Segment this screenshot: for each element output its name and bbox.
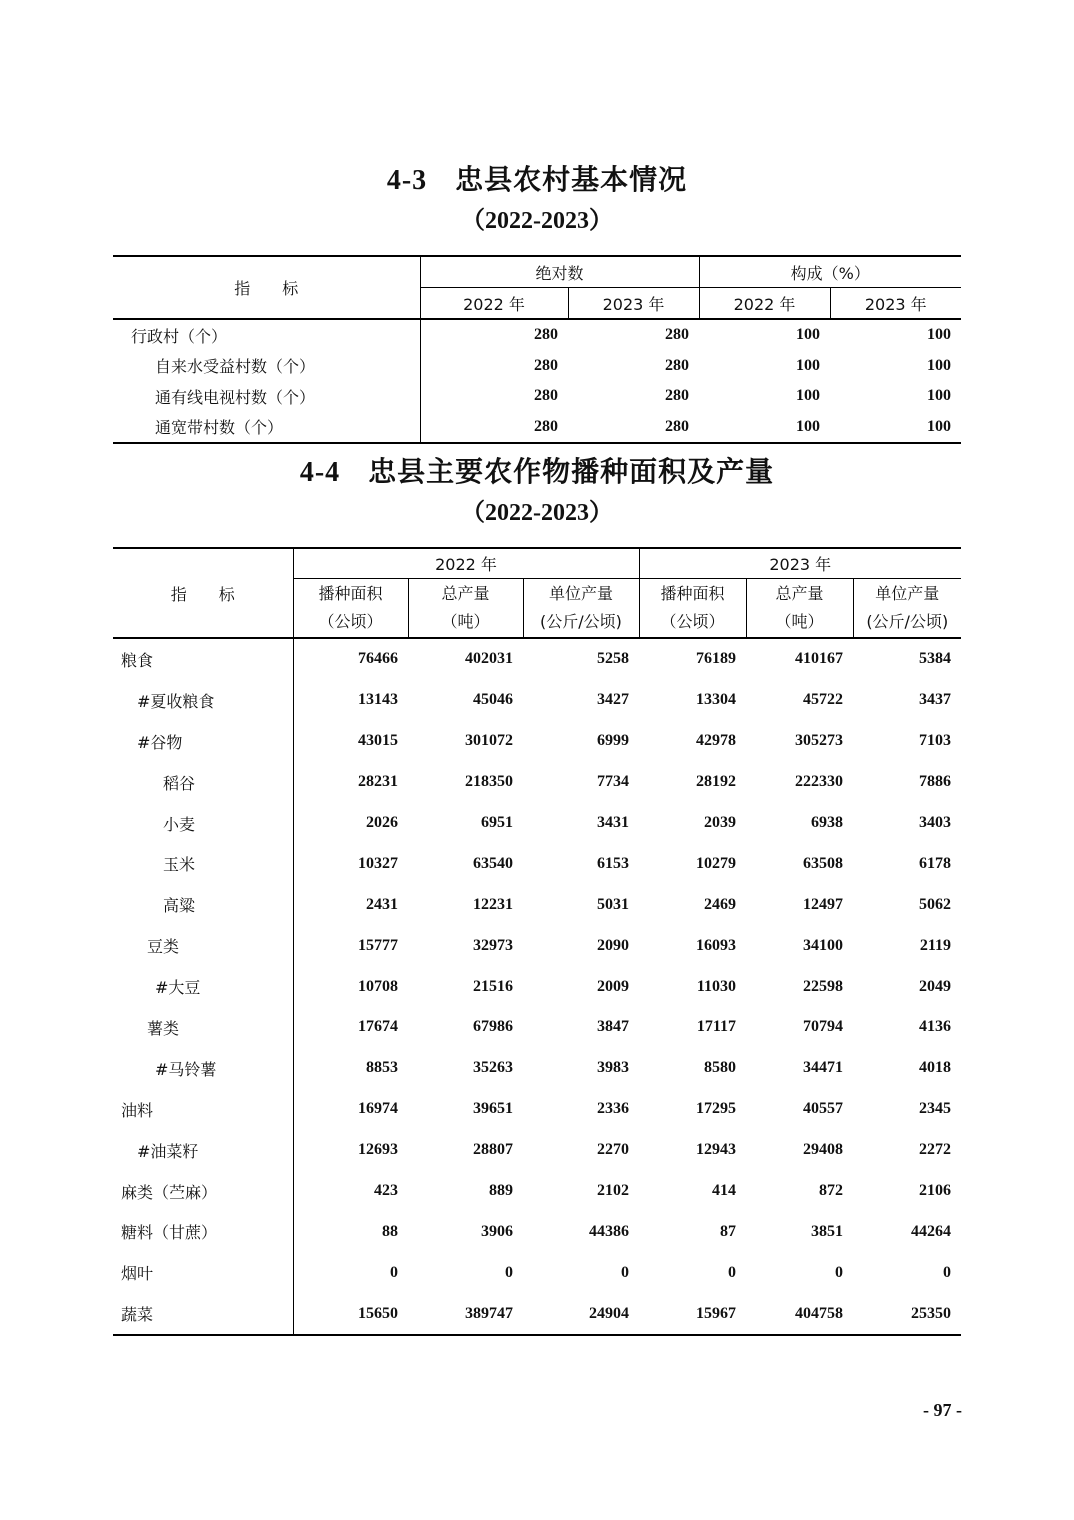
cell-value: 34471 [803,1059,843,1077]
row-label: 行政村（个） [113,319,420,351]
table44 [113,547,961,1336]
row-label: #油菜籽 [113,1130,293,1171]
table43-year-header: 2023 年 [568,288,699,320]
cell-value: 2049 [919,977,952,995]
cell-value: 12943 [696,1141,736,1159]
cell-value: 44264 [911,1222,952,1240]
cell-value: 0 [621,1263,629,1281]
cell-value: 43015 [358,732,398,750]
row-label: #大豆 [113,966,293,1007]
cell-value: 22598 [803,977,843,995]
cell-value: 6999 [597,732,629,750]
row-label: 玉米 [113,843,293,884]
cell-value: 100 [927,417,952,435]
row-label: 薯类 [113,1007,293,1048]
cell-value: 6153 [597,854,629,872]
table44-indicator-header: 指 标 [113,548,293,638]
cell-value: 2431 [366,895,398,913]
table44-subtitle: （2022-2023） [461,500,613,526]
cell-value: 402031 [465,650,513,668]
table-row [113,925,961,966]
table44-number: 4-4 [299,457,341,488]
cell-value: 3431 [597,814,629,831]
cell-value: 414 [712,1182,736,1200]
cell-value: 2039 [704,814,736,831]
cell-value: 280 [534,387,558,405]
table44-year-2022-header: 2022 年 [293,548,639,579]
cell-value: 100 [796,356,821,374]
cell-value: 12693 [358,1141,398,1159]
cell-value: 10279 [696,854,736,872]
column-header-unit: (公斤/公顷) [540,612,622,631]
cell-value: 12497 [803,895,843,913]
cell-value: 5258 [597,650,629,668]
cell-value: 2336 [597,1100,629,1118]
column-header [523,579,639,639]
cell-value: 423 [374,1182,398,1200]
cell-value: 7103 [919,732,952,750]
cell-value: 63508 [803,854,843,872]
table-row [113,1130,961,1171]
cell-value: 25350 [911,1304,952,1322]
cell-value: 32973 [473,936,513,954]
cell-value: 889 [489,1182,513,1200]
cell-value: 3983 [597,1059,629,1077]
row-label: 通宽带村数（个） [113,412,420,444]
column-header-unit: (公斤/公顷) [866,612,949,631]
table-row [113,721,961,762]
cell-value: 2026 [366,814,398,831]
table43-year-header: 2022 年 [699,288,830,320]
cell-value: 2270 [597,1141,629,1159]
cell-value: 2090 [597,936,629,954]
table-row [113,762,961,803]
cell-value: 8580 [704,1059,736,1077]
cell-value: 42978 [696,732,736,750]
column-header-name: 单位产量 [875,584,940,603]
cell-value: 100 [796,326,821,344]
cell-value: 3437 [919,691,952,709]
row-label: 麻类（苎麻） [113,1171,293,1212]
cell-value: 100 [796,417,821,435]
cell-value: 100 [796,387,821,405]
column-header [408,579,523,639]
row-label: 通有线电视村数（个） [113,381,420,412]
row-label: #马铃薯 [113,1048,293,1089]
cell-value: 222330 [795,773,843,791]
cell-value: 0 [505,1263,513,1281]
table44-year-2023-header: 2023 年 [639,548,961,579]
table-row [113,381,961,412]
cell-value: 0 [728,1263,736,1281]
column-header-unit: （吨） [441,612,490,631]
cell-value: 12231 [473,895,513,913]
table43-absolute-header: 绝对数 [420,256,699,288]
table43-year-header: 2022 年 [420,288,568,320]
cell-value: 2272 [919,1141,952,1159]
cell-value: 280 [665,387,690,405]
column-header [746,579,853,639]
cell-value: 15650 [358,1304,398,1322]
cell-value: 76189 [696,650,736,668]
table-row [113,1252,961,1293]
cell-value: 2469 [704,895,736,913]
page-number: - 97 - [923,1400,962,1420]
table-row [113,351,961,382]
cell-value: 3906 [481,1222,513,1240]
cell-value: 17674 [358,1018,398,1036]
cell-value: 4136 [919,1018,952,1036]
cell-value: 389747 [465,1304,513,1322]
cell-value: 45046 [473,691,513,709]
cell-value: 29408 [803,1141,843,1159]
column-header-name: 播种面积 [318,584,383,603]
table43 [113,255,961,444]
cell-value: 28231 [358,773,398,791]
cell-value: 15777 [358,936,398,954]
table44-title [0,450,1074,490]
table43-number: 4-3 [386,165,428,196]
column-header-unit: （吨） [775,612,824,631]
table-row [113,803,961,844]
cell-value: 6178 [919,854,952,872]
cell-value: 410167 [795,650,843,668]
cell-value: 2119 [919,936,952,954]
cell-value: 28807 [473,1141,513,1159]
table-row [113,1171,961,1212]
table-row [113,966,961,1007]
cell-value: 7734 [597,773,629,791]
row-label: 烟叶 [113,1252,293,1293]
cell-value: 15967 [696,1304,736,1322]
cell-value: 2009 [597,977,629,995]
cell-value: 5031 [597,895,629,913]
column-header [293,579,408,639]
row-label: #谷物 [113,721,293,762]
cell-value: 6938 [811,814,843,831]
table-row [113,319,961,351]
cell-value: 10708 [358,977,398,995]
column-header [853,579,961,639]
cell-value: 3403 [919,814,952,831]
table-row [113,1211,961,1252]
table-row [113,412,961,444]
cell-value: 35263 [473,1059,513,1077]
cell-value: 280 [665,326,690,344]
table-row [113,1007,961,1048]
table43-title [0,158,1074,198]
cell-value: 67986 [473,1018,513,1036]
row-label: 自来水受益村数（个） [113,351,420,382]
cell-value: 0 [390,1263,398,1281]
cell-value: 28192 [696,773,736,791]
table-row [113,1293,961,1335]
cell-value: 17117 [696,1018,736,1036]
cell-value: 280 [665,356,690,374]
cell-value: 76466 [358,650,398,668]
table43-indicator-header: 指 标 [113,256,420,319]
cell-value: 11030 [696,977,736,995]
cell-value: 7886 [919,773,952,791]
cell-value: 100 [927,387,952,405]
cell-value: 3851 [811,1222,843,1240]
row-label: #夏收粮食 [113,680,293,721]
cell-value: 404758 [795,1304,843,1322]
cell-value: 17295 [696,1100,736,1118]
cell-value: 0 [943,1263,952,1281]
cell-value: 305273 [795,732,843,750]
cell-value: 3847 [597,1018,629,1036]
cell-value: 4018 [919,1059,952,1077]
table44-title-text: 忠县主要农作物播种面积及产量 [368,455,775,488]
table43-composition-header: 构成（%） [699,256,961,288]
row-label: 稻谷 [113,762,293,803]
cell-value: 70794 [803,1018,843,1036]
cell-value: 5062 [919,895,952,913]
cell-value: 24904 [589,1304,629,1322]
column-header-unit: （公顷） [660,612,725,631]
table-row [113,638,961,680]
cell-value: 100 [927,356,952,374]
cell-value: 40557 [803,1100,843,1118]
cell-value: 39651 [473,1100,513,1118]
cell-value: 45722 [803,691,843,709]
column-header-name: 单位产量 [548,584,613,603]
table-row [113,843,961,884]
cell-value: 34100 [803,936,843,954]
cell-value: 13304 [696,691,736,709]
table-row [113,884,961,925]
cell-value: 280 [534,326,558,344]
cell-value: 8853 [366,1059,398,1077]
cell-value: 88 [382,1222,398,1240]
cell-value: 100 [927,326,952,344]
cell-value: 2102 [597,1182,629,1200]
cell-value: 63540 [473,854,513,872]
cell-value: 5384 [919,650,952,668]
row-label: 蔬菜 [113,1293,293,1335]
table43-subtitle: （2022-2023） [461,208,613,234]
table-row [113,1089,961,1130]
column-header-name: 总产量 [775,584,824,603]
cell-value: 16093 [696,936,736,954]
cell-value: 218350 [465,773,513,791]
cell-value: 301072 [465,732,513,750]
cell-value: 87 [720,1222,736,1240]
cell-value: 2345 [919,1100,952,1118]
row-label: 油料 [113,1089,293,1130]
column-header-name: 播种面积 [660,584,725,603]
cell-value: 280 [534,417,558,435]
row-label: 糖料（甘蔗） [113,1211,293,1252]
row-label: 豆类 [113,925,293,966]
cell-value: 3427 [597,691,629,709]
row-label: 小麦 [113,803,293,844]
cell-value: 280 [534,356,558,374]
row-label: 粮食 [113,638,293,680]
table43-title-text: 忠县农村基本情况 [455,163,688,196]
cell-value: 6951 [481,814,513,831]
cell-value: 10327 [358,854,398,872]
table-row [113,1048,961,1089]
cell-value: 13143 [358,691,398,709]
cell-value: 872 [819,1182,843,1200]
cell-value: 21516 [473,977,513,995]
row-label: 高粱 [113,884,293,925]
cell-value: 2106 [919,1182,952,1200]
cell-value: 280 [665,417,690,435]
table-row [113,680,961,721]
cell-value: 0 [835,1263,843,1281]
cell-value: 16974 [358,1100,398,1118]
table43-year-header: 2023 年 [830,288,961,320]
column-header [639,579,746,639]
cell-value: 44386 [589,1222,629,1240]
column-header-unit: （公顷） [318,612,383,631]
column-header-name: 总产量 [441,584,490,603]
